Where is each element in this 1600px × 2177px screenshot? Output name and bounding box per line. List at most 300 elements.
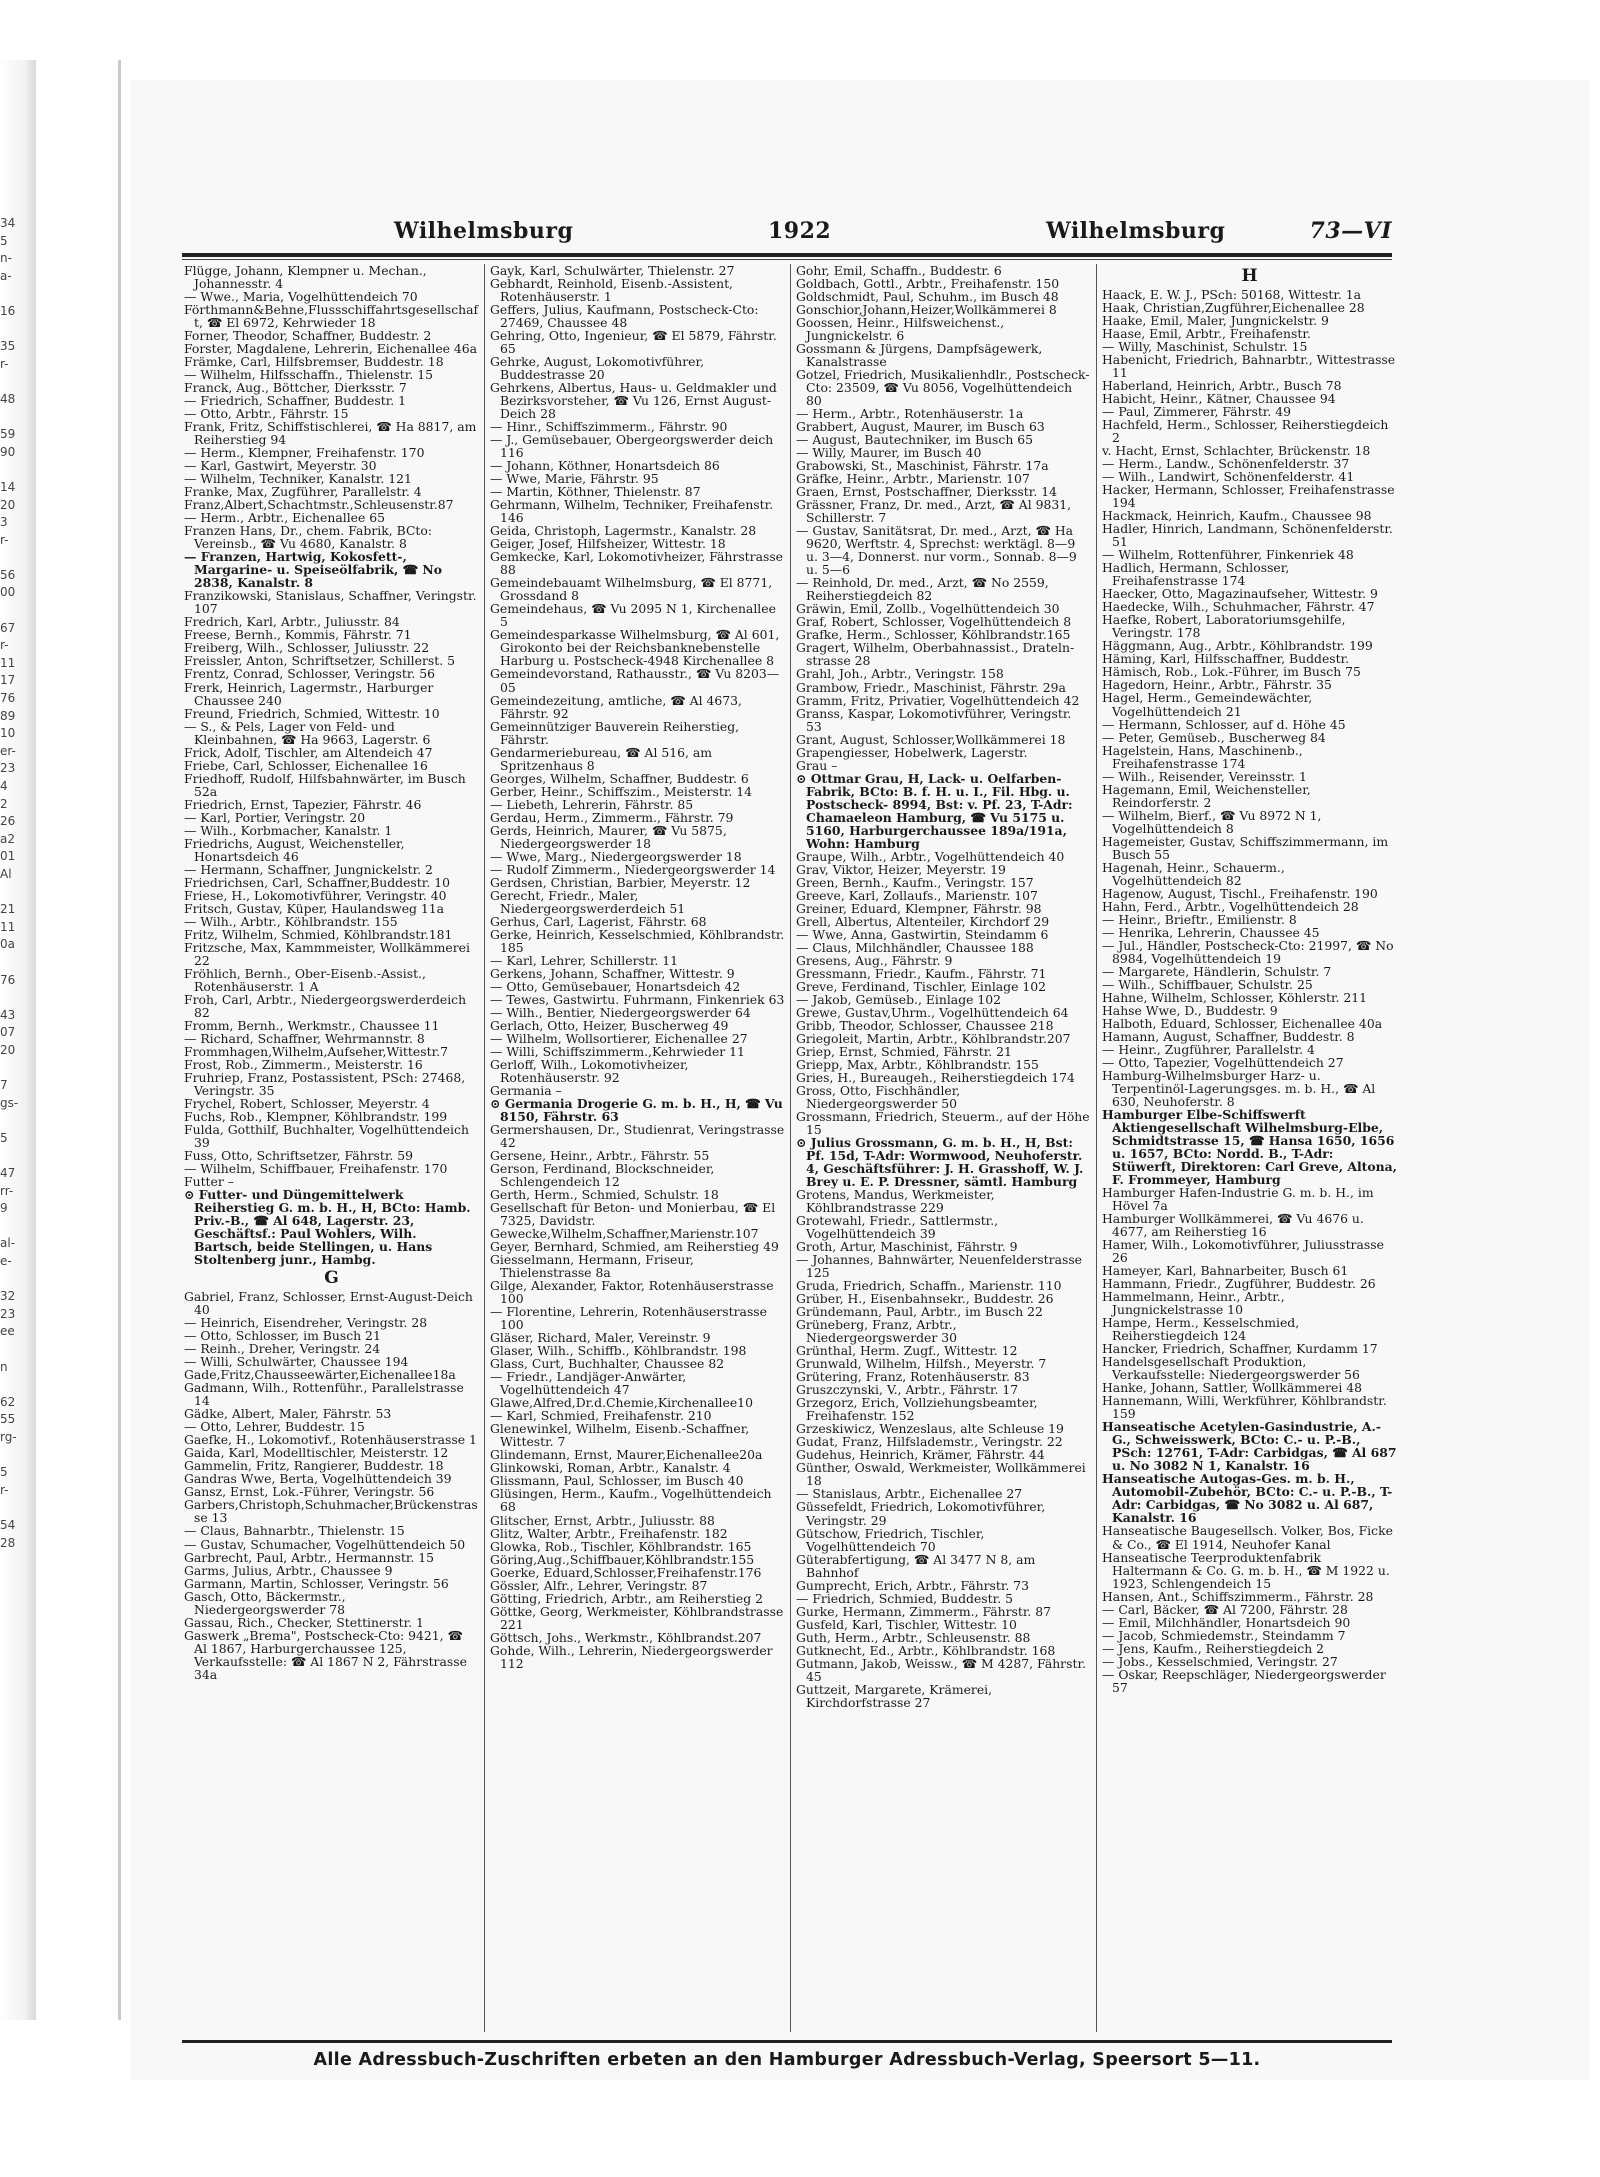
directory-entry: — Heinrich, Eisendreher, Veringstr. 28 — [184, 1315, 428, 1331]
directory-entry: — Tewes, Gastwirtu. Fuhrmann, Finkenriek 63 — [490, 991, 785, 1007]
directory-entry: Haberland, Heinrich, Arbtr., Busch 78 — [1102, 378, 1342, 394]
directory-entry: Garmann, Martin, Schlosser, Veringstr. 56 — [184, 1575, 449, 1591]
directory-entry: Glindemann, Ernst, Maurer,Eichenallee20a — [490, 1447, 763, 1463]
directory-entry: Geiger, Josef, Hilfsheizer, Wittestr. 18 — [490, 536, 726, 552]
directory-entry: Gehrmann, Wilhelm, Techniker, Freihafenstr. 146 — [490, 497, 774, 526]
directory-entry: — Wilhelm, Wollsortierer, Eichenallee 27 — [490, 1030, 748, 1046]
directory-entry: Gaswerk „Brema", Postscheck-Cto: 9421, ☎ Al 1867, Harburgerchaussee 125, Verkaufsstelle: ☎ Al 1867 N 2, Fährstrasse 34a — [184, 1627, 467, 1682]
directory-entry: Hagel, Herm., Gemeindewächter, Vogelhüttendeich 21 — [1102, 690, 1313, 719]
edge-fragment: 62 — [0, 1394, 16, 1409]
directory-entry: Gaefke, H., Lokomotivf., Rotenhäuserstrasse 1 — [184, 1432, 477, 1448]
directory-entry: Hagelstein, Hans, Maschinenb., Freihafenstrasse 174 — [1102, 742, 1303, 771]
edge-fragment: 20 — [0, 497, 16, 512]
directory-entry: Hagenow, August, Tischl., Freihafenstr. 190 — [1102, 885, 1378, 901]
directory-entry: Fröhlich, Bernh., Ober-Eisenb.-Assist., Rotenhäuserstr. 1 A — [184, 965, 426, 994]
directory-entry: ⊙ Futter- und Düngemittelwerk Reiherstieg G. m. b. H., H, BCto: Hamb. Priv.-B., ☎ Al 648, Lagerstr. 23, Geschäftsf.: Paul Wohlers, Wilh. Bartsch, beide Stellingen, u. Hans Stoltenberg junr., Hambg. — [184, 1187, 471, 1268]
directory-entry: — Friedrich, Schaffner, Buddestr. 1 — [184, 393, 407, 409]
header-left-title: Wilhelmsburg — [394, 218, 574, 244]
edge-fragment — [0, 373, 20, 391]
edge-fragment: 4 — [0, 779, 8, 793]
edge-fragment: 43 — [0, 1007, 16, 1022]
directory-entry: Grewe, Gustav,Uhrm., Vogelhüttendeich 64 — [796, 1004, 1069, 1020]
directory-column-2 — [490, 264, 785, 2036]
directory-entry: Gersene, Heinr., Arbtr., Fährstr. 55 — [490, 1148, 710, 1164]
directory-entry: Gendarmeriebureau, ☎ Al 516, am Spritzenhaus 8 — [490, 744, 713, 773]
directory-entry: Frychel, Robert, Schlosser, Meyerstr. 4 — [184, 1096, 430, 1111]
directory-entry: — Friedr., Landjäger-Anwärter, Vogelhüttendeich 47 — [490, 1369, 687, 1398]
directory-entry: Goldbach, Gottl., Arbtr., Freihafenstr. 150 — [796, 276, 1060, 292]
directory-entry: Gerds, Heinrich, Maurer, ☎ Vu 5875, Niedergeorgswerder 18 — [490, 822, 727, 851]
directory-entry: Hanseatische Teerproduktenfabrik Haltermann & Co. G. m. b. H., ☎ M 1922 u. 1923, Schlengendeich 15 — [1102, 1549, 1390, 1591]
directory-entry: Grahl, Joh., Arbtr., Veringstr. 158 — [796, 666, 1004, 682]
directory-entry: Friedrich, Ernst, Tapezier, Fährstr. 46 — [184, 796, 422, 812]
directory-entry: — Willi, Schiffszimmerm.,Kehrwieder 11 — [490, 1043, 745, 1059]
directory-entry: Gadmann, Wilh., Rottenführ., Parallelstrasse 14 — [184, 1380, 464, 1409]
edge-fragment: 23 — [0, 1306, 16, 1321]
edge-fragment: 16 — [0, 303, 16, 318]
directory-entry: — Otto, Schlosser, im Busch 21 — [184, 1328, 381, 1344]
directory-entry: — Otto, Lehrer, Buddestr. 15 — [184, 1419, 365, 1435]
directory-entry: Friese, H., Lokomotivführer, Veringstr. 40 — [184, 887, 447, 903]
directory-entry: — Friedrich, Schmied, Buddestr. 5 — [796, 1590, 1013, 1606]
directory-entry: Gribb, Theodor, Schlosser, Chaussee 218 — [796, 1017, 1054, 1033]
directory-entry: Häming, Karl, Hilfsschaffner, Buddestr. — [1102, 651, 1350, 667]
directory-entry: Gruda, Friedrich, Schaffn., Marienstr. 110 — [796, 1278, 1062, 1294]
directory-entry: Germershausen, Dr., Studienrat, Veringstrasse 42 — [490, 1122, 785, 1151]
edge-fragment: 5 — [0, 1465, 8, 1480]
edge-fragment — [0, 549, 20, 567]
edge-fragment: 00 — [0, 585, 16, 600]
directory-entry: Hamer, Wilh., Lokomotivführer, Juliusstrasse 26 — [1102, 1237, 1384, 1266]
edge-fragment — [0, 461, 20, 479]
edge-fragment — [0, 1376, 20, 1394]
directory-entry: Gandras Wwe, Berta, Vogelhüttendeich 39 — [184, 1471, 452, 1487]
directory-entry: Gehrkens, Albertus, Haus- u. Geldmakler und Bezirksvorsteher, ☎ Vu 126, Ernst August-Deich 28 — [490, 380, 777, 422]
directory-entry: Gabriel, Franz, Schlosser, Ernst-August-Deich 40 — [184, 1289, 473, 1318]
directory-entry: Hannemann, Willi, Werkführer, Köhlbrandstr. 159 — [1102, 1393, 1387, 1422]
edge-fragment: 34 — [0, 216, 16, 230]
directory-entry: ⊙ Ottmar Grau, H, Lack- u. Oelfarben-Fabrik, BCto: B. f. H. u. I., Fil. Hbg. u. Postscheck- 8994, Bst: v. Pf. 23, T-Adr: Chamaeleon Hamburg, ☎ Vu 5175 u. 5160, Harburgerchaussee 189a/191a, Wohn: Hamburg — [796, 770, 1073, 851]
adjacent-page-edge-text — [0, 215, 20, 1552]
edge-fragment: r- — [0, 1482, 9, 1497]
directory-entry: — S., & Pels, Lager von Feld- und Kleinbahnen, ☎ Ha 9663, Lagerstr. 6 — [184, 718, 431, 747]
directory-entry: Hämisch, Rob., Lok.-Führer, im Busch 75 — [1102, 664, 1361, 680]
directory-entry: Hampe, Herm., Kesselschmied, Reiherstiegdeich 124 — [1102, 1315, 1300, 1344]
directory-entry: Halboth, Eduard, Schlosser, Eichenallee 40a — [1102, 1015, 1383, 1031]
directory-entry: Hamburger Hafen-Industrie G. m. b. H., im Hövel 7a — [1102, 1185, 1374, 1214]
directory-entry: Gansz, Ernst, Lok.-Führer, Veringstr. 56 — [184, 1484, 435, 1500]
directory-entry: — Reinhold, Dr. med., Arzt, ☎ No 2559, Reiherstiegdeich 82 — [796, 575, 1049, 604]
directory-entry: — Claus, Bahnarbtr., Thielenstr. 15 — [184, 1523, 405, 1539]
edge-fragment: 67 — [0, 620, 16, 635]
directory-entry: Gragert, Wilhelm, Oberbahnassist., Drateln-strasse 28 — [796, 640, 1075, 669]
edge-fragment: 26 — [0, 814, 16, 829]
directory-entry: — Wilhelm, Bierf., ☎ Vu 8972 N 1, Vogelhüttendeich 8 — [1102, 807, 1322, 836]
directory-entry: Gusfeld, Karl, Tischler, Wittestr. 10 — [796, 1616, 1017, 1632]
edge-fragment: Al — [0, 866, 12, 881]
directory-entry: Franz,Albert,Schachtmstr.,Schleusenstr.87 — [184, 497, 454, 513]
edge-fragment: 01 — [0, 849, 16, 864]
directory-entry: — Wilh., Reisender, Vereinsstr. 1 — [1102, 768, 1307, 784]
directory-entry: — Wwe, Marie, Fährstr. 95 — [490, 471, 659, 487]
directory-entry: — Herm., Landw., Schönenfelderstr. 37 — [1102, 456, 1350, 472]
directory-entry: — Peter, Gemüseb., Buscherweg 84 — [1102, 729, 1326, 745]
column-divider — [790, 264, 791, 2032]
directory-entry: Gerloff, Wilh., Lokomotivheizer, Rotenhäuserstr. 92 — [490, 1056, 689, 1085]
directory-entry: Hadler, Hinrich, Landmann, Schönenfelderstr. 51 — [1102, 521, 1393, 550]
directory-entry: Germania – — [490, 1082, 562, 1098]
directory-entry: — Stanislaus, Arbtr., Eichenallee 27 — [796, 1486, 1023, 1502]
directory-entry: ⊙ Germania Drogerie G. m. b. H., H, ☎ Vu 8150, Fährstr. 63 — [490, 1096, 783, 1125]
edge-fragment: 23 — [0, 761, 16, 776]
edge-fragment: 20 — [0, 1042, 16, 1057]
directory-entry: — Willy, Maschinist, Schulstr. 15 — [1102, 339, 1308, 355]
directory-entry: Gade,Fritz,Chausseewärter,Eichenallee18a — [184, 1367, 456, 1383]
directory-entry: — August, Bautechniker, im Busch 65 — [796, 432, 1034, 448]
directory-entry: — Wwe, Anna, Gastwirtin, Steindamm 6 — [796, 926, 1049, 942]
edge-fragment: gs- — [0, 1095, 19, 1110]
edge-fragment — [0, 285, 20, 303]
header-year: 1922 — [768, 218, 832, 244]
directory-entry: Gross, Otto, Fischhändler, Niedergeorgswerder 50 — [796, 1082, 961, 1111]
directory-entry: Habenicht, Friedrich, Bahnarbtr., Wittestrasse 11 — [1102, 352, 1396, 381]
directory-entry: Hagemeister, Gustav, Schiffszimmermann, im Busch 55 — [1102, 833, 1389, 862]
edge-fragment: 89 — [0, 708, 16, 723]
edge-fragment: 48 — [0, 391, 16, 406]
directory-entry: Grzegorz, Erich, Vollziehungsbeamter, Freihafenstr. 152 — [796, 1395, 1038, 1424]
directory-entry: ⊙ Julius Grossmann, G. m. b. H., H, Bst: Pf. 15d, T-Adr: Wormwood, Neuhoferstr. 4, Geschäftsführer: J. H. Grasshoff, W. J. Brey u. E. P. Dressner, sämtl. Hamburg — [796, 1135, 1084, 1190]
directory-entry: Flügge, Johann, Klempner u. Mechan., Johannesstr. 4 — [184, 264, 427, 292]
book-gutter — [118, 60, 121, 2020]
edge-fragment: e- — [0, 1254, 12, 1269]
directory-entry: Gemeindezeitung, amtliche, ☎ Al 4673, Fährstr. 92 — [490, 692, 742, 721]
edge-fragment: r- — [0, 356, 9, 371]
directory-entry: Goossen, Heinr., Hilfsweichenst., Jungnickelstr. 6 — [796, 315, 1005, 344]
directory-entry: Groth, Artur, Maschinist, Fährstr. 9 — [796, 1239, 1018, 1255]
directory-entry: Hansen, Ant., Schiffszimmerm., Fährstr. 28 — [1102, 1588, 1374, 1604]
directory-entry: Gutmann, Jakob, Weissw., ☎ M 4287, Fährstr. 45 — [796, 1655, 1086, 1684]
edge-fragment: 11 — [0, 655, 16, 670]
directory-entry: Gutknecht, Ed., Arbtr., Köhlbrandstr. 168 — [796, 1642, 1056, 1658]
directory-entry: Hamburger Elbe-Schiffswerft Aktiengesellschaft Wilhelmsburg-Elbe, Schmidtstrasse 15, ☎ Hansa 1650, 1656 u. 1657, BCto: Nordd. B., T-Adr: Stüwerft, Direktoren: Carl Greve, Altona, F. Frommeyer, Hamburg — [1102, 1106, 1397, 1188]
directory-entry: Gerhus, Carl, Lagerist, Fährstr. 68 — [490, 913, 707, 929]
directory-entry: — Karl, Portier, Veringstr. 20 — [184, 809, 366, 825]
directory-entry: — Gustav, Schumacher, Vogelhüttendeich 50 — [184, 1536, 466, 1552]
directory-entry: Gumprecht, Erich, Arbtr., Fährstr. 73 — [796, 1577, 1030, 1593]
directory-entry: Güterabfertigung, ☎ Al 3477 N 8, am Bahnhof — [796, 1551, 1036, 1580]
directory-entry: Gerber, Heinr., Schiffszim., Meisterstr. 14 — [490, 783, 753, 799]
directory-column-3 — [796, 264, 1091, 2036]
edge-fragment: 76 — [0, 972, 16, 987]
directory-entry: Grafke, Herm., Schlosser, Köhlbrandstr.165 — [796, 627, 1071, 643]
directory-entry: Frentz, Conrad, Schlosser, Veringstr. 56 — [184, 666, 436, 682]
directory-entry: — Wilh., Bentier, Niedergeorgswerder 64 — [490, 1004, 751, 1020]
directory-entry: — Wwe., Maria, Vogelhüttendeich 70 — [184, 289, 418, 305]
directory-entry: — Otto, Tapezier, Vogelhüttendeich 27 — [1102, 1054, 1344, 1070]
footer-rule — [182, 2040, 1392, 2043]
edge-fragment: 3 — [0, 515, 8, 530]
edge-fragment: 2 — [0, 796, 8, 811]
edge-fragment — [0, 989, 20, 1007]
directory-entry: Glissmann, Paul, Schlosser, im Busch 40 — [490, 1473, 744, 1489]
directory-entry: Gädke, Albert, Maler, Fährstr. 53 — [184, 1406, 392, 1422]
directory-entry: — Emil, Milchhändler, Honartsdeich 90 — [1102, 1614, 1351, 1630]
directory-entry: Garbers,Christoph,Schuhmacher,Brückenstrasse 13 — [184, 1497, 478, 1526]
directory-entry: Gonschior,Johann,Heizer,Wollkämmerei 8 — [796, 302, 1057, 318]
directory-entry: Gossmann & Jürgens, Dampfsägewerk, Kanalstrasse — [796, 341, 1043, 370]
directory-entry: Haak, Christian,Zugführer,Eichenallee 28 — [1102, 300, 1365, 316]
directory-entry: Geida, Christoph, Lagermstr., Kanalstr. 28 — [490, 523, 757, 539]
directory-entry: Forster, Magdalene, Lehrerin, Eichenallee 46a — [184, 341, 478, 357]
directory-entry: Grotens, Mandus, Werkmeister, Köhlbrandstrasse 229 — [796, 1187, 995, 1216]
directory-entry: — Heinr., Zugführer, Parallelstr. 4 — [1102, 1041, 1315, 1057]
directory-entry: Grau – — [796, 757, 838, 773]
directory-entry: Gries, H., Bureaugeh., Reiherstiegdeich 174 — [796, 1069, 1075, 1085]
edge-fragment — [0, 1112, 20, 1130]
edge-fragment: ee — [0, 1324, 15, 1339]
directory-entry: Hammann, Friedr., Zugführer, Buddestr. 26 — [1102, 1276, 1376, 1292]
directory-entry: Götting, Friedrich, Arbtr., am Reiherstieg 2 — [490, 1590, 763, 1606]
edge-fragment: 35 — [0, 339, 16, 354]
directory-entry: Friebe, Carl, Schlosser, Eichenallee 16 — [184, 757, 428, 773]
directory-entry: Haase, Emil, Arbtr., Freihafenstr. — [1102, 326, 1311, 342]
footer-notice: Alle Adressbuch-Zuschriften erbeten an den Hamburger Adressbuch-Verlag, Speersort 5—11. — [313, 2050, 1261, 2070]
directory-entry: Grapengiesser, Hobelwerk, Lagerstr. — [796, 744, 1028, 760]
edge-fragment — [0, 1218, 20, 1236]
directory-entry: Gudat, Franz, Hilfslademstr., Veringstr. 22 — [796, 1434, 1063, 1450]
directory-entry: Friedhoff, Rudolf, Hilfsbahnwärter, im Busch 52a — [184, 770, 466, 799]
header-rule-thin — [182, 259, 1392, 260]
edge-fragment: a- — [0, 268, 12, 283]
directory-entry: — Willi, Schulwärter, Chaussee 194 — [184, 1354, 409, 1370]
edge-fragment: r- — [0, 638, 9, 653]
edge-fragment — [0, 321, 20, 339]
directory-entry: Gurke, Hermann, Zimmerm., Fährstr. 87 — [796, 1603, 1052, 1619]
edge-fragment — [0, 409, 20, 427]
directory-entry: Hamburger Wollkämmerei, ☎ Vu 4676 u. 4677, am Reiherstieg 16 — [1102, 1211, 1364, 1240]
directory-entry: — Reinh., Dreher, Veringstr. 24 — [184, 1341, 381, 1357]
edge-fragment: 56 — [0, 567, 16, 582]
directory-entry: v. Hacht, Ernst, Schlachter, Brückenstr. 18 — [1102, 443, 1371, 459]
edge-fragment: 76 — [0, 691, 16, 706]
directory-entry: Hagenah, Heinr., Schauerm., Vogelhüttendeich 82 — [1102, 859, 1285, 888]
edge-fragment — [0, 1499, 20, 1517]
edge-fragment: 47 — [0, 1166, 16, 1181]
directory-entry: Glaser, Wilh., Schiffb., Köhlbrandstr. 198 — [490, 1343, 747, 1359]
directory-entry: Hahn, Ferd., Arbtr., Vogelhüttendeich 28 — [1102, 898, 1359, 914]
directory-entry: — Richard, Schaffner, Wehrmannstr. 8 — [184, 1030, 425, 1046]
directory-entry: Gerkens, Johann, Schaffner, Wittestr. 9 — [490, 965, 735, 981]
directory-entry: Graupe, Wilh., Arbtr., Vogelhüttendeich 40 — [796, 848, 1065, 864]
directory-entry: — Karl, Lehrer, Schillerstr. 11 — [490, 952, 679, 968]
directory-entry: — Jakob, Gemüseb., Einlage 102 — [796, 991, 1002, 1007]
directory-entry: Gebhardt, Reinhold, Eisenb.-Assistent, Rotenhäuserstr. 1 — [490, 276, 733, 305]
edge-fragment: 17 — [0, 673, 16, 688]
directory-entry: — Jacob, Schmiedemstr., Steindamm 7 — [1102, 1627, 1346, 1643]
directory-entry: Hanke, Johann, Sattler, Wollkämmerei 48 — [1102, 1380, 1363, 1396]
directory-entry: Georges, Wilhelm, Schaffner, Buddestr. 6 — [490, 770, 749, 786]
directory-column-1 — [184, 264, 479, 2036]
directory-entry: Habicht, Heinr., Kätner, Chaussee 94 — [1102, 391, 1336, 407]
directory-entry: Gerlach, Otto, Heizer, Buscherweg 49 — [490, 1017, 729, 1033]
edge-fragment: n- — [0, 251, 12, 266]
directory-entry: Fuss, Otto, Schriftsetzer, Fährstr. 59 — [184, 1148, 414, 1164]
edge-fragment — [0, 884, 20, 902]
directory-entry: Glitscher, Ernst, Arbtr., Juliusstr. 88 — [490, 1512, 715, 1528]
edge-fragment: 21 — [0, 902, 16, 917]
edge-fragment: 0a — [0, 937, 15, 952]
directory-entry: Friedrichsen, Carl, Schaffner,Buddestr. 10 — [184, 874, 450, 890]
directory-entry: Gemeindebauamt Wilhelmsburg, ☎ El 8771, Grossdand 8 — [490, 575, 773, 604]
directory-entry: — Herm., Klempner, Freihafenstr. 170 — [184, 445, 425, 461]
directory-entry: Franck, Aug., Böttcher, Dierksstr. 7 — [184, 380, 407, 396]
directory-entry: — Karl, Schmied, Freihafenstr. 210 — [490, 1408, 712, 1424]
directory-entry: — Wilhelm, Rottenführer, Finkenriek 48 — [1102, 547, 1354, 563]
directory-entry: — Wilh., Arbtr., Köhlbrandstr. 155 — [184, 913, 398, 929]
directory-entry: — J., Gemüsebauer, Obergeorgswerder deich 116 — [490, 432, 774, 461]
edge-fragment: a2 — [0, 831, 15, 846]
directory-entry: Grüber, H., Eisenbahnsekr., Buddestr. 26 — [796, 1291, 1054, 1307]
edge-fragment — [0, 1147, 20, 1165]
directory-entry: — Wilh., Korbmacher, Kanalstr. 1 — [184, 822, 393, 838]
directory-entry: Froh, Carl, Arbtr., Niedergeorgswerderdeich 82 — [184, 991, 467, 1020]
directory-entry: Gräwin, Emil, Zollb., Vogelhüttendeich 30 — [796, 601, 1060, 617]
directory-entry: Green, Bernh., Kaufm., Veringstr. 157 — [796, 874, 1034, 890]
directory-entry: Gerke, Heinrich, Kesselschmied, Köhlbrandstr. 185 — [490, 926, 785, 955]
directory-entry: Frick, Adolf, Tischler, am Altendeich 47 — [184, 744, 433, 760]
directory-entry: Griep, Ernst, Schmied, Fährstr. 21 — [796, 1043, 1012, 1059]
directory-entry: Gütschow, Friedrich, Tischler, Vogelhüttendeich 70 — [796, 1525, 985, 1554]
edge-fragment — [0, 1447, 20, 1465]
header-rule — [182, 253, 1392, 257]
directory-entry: — Claus, Milchhändler, Chaussee 188 — [796, 939, 1034, 955]
directory-entry: — Carl, Bäcker, ☎ Al 7200, Fährstr. 28 — [1102, 1601, 1348, 1617]
directory-entry: Freese, Bernh., Kommis, Fährstr. 71 — [184, 627, 412, 643]
directory-entry: Grabowski, St., Maschinist, Fährstr. 17a — [796, 458, 1049, 474]
edge-fragment: 28 — [0, 1535, 16, 1550]
directory-entry: — Herm., Arbtr., Eichenallee 65 — [184, 510, 386, 526]
directory-entry: Glüsingen, Herm., Kaufm., Vogelhüttendeich 68 — [490, 1486, 772, 1515]
directory-entry: Gerdau, Herm., Zimmerm., Fährstr. 79 — [490, 809, 734, 825]
directory-entry: Franzikowski, Stanislaus, Schaffner, Veringstr. 107 — [184, 588, 477, 617]
directory-entry: Hanseatische Baugesellsch. Volker, Bos, Ficke & Co., ☎ El 1914, Neuhofer Kanal — [1102, 1523, 1393, 1552]
directory-entry: Glinkowski, Roman, Arbtr., Kanalstr. 4 — [490, 1460, 731, 1476]
directory-entry: — Florentine, Lehrerin, Rotenhäuserstrasse 100 — [490, 1304, 767, 1333]
directory-entry: Fromm, Bernh., Werkmstr., Chaussee 11 — [184, 1017, 440, 1033]
directory-entry: Gräfke, Heinr., Arbtr., Marienstr. 107 — [796, 471, 1030, 487]
directory-entry: Hackmack, Heinrich, Kaufm., Chaussee 98 — [1102, 508, 1372, 524]
directory-entry: Frost, Rob., Zimmerm., Meisterstr. 16 — [184, 1056, 423, 1072]
directory-entry: Griegoleit, Martin, Arbtr., Köhlbrandstr.207 — [796, 1030, 1071, 1046]
directory-entry: Gammelin, Fritz, Rangierer, Buddestr. 18 — [184, 1458, 444, 1474]
edge-fragment: 11 — [0, 919, 16, 934]
directory-entry: — Wilhelm, Schiffbauer, Freihafenstr. 170 — [184, 1161, 448, 1177]
directory-entry: — Martin, Köthner, Thielenstr. 87 — [490, 484, 701, 500]
edge-fragment: 7 — [0, 1078, 8, 1093]
directory-entry: Gerth, Herm., Schmied, Schulstr. 18 — [490, 1187, 719, 1203]
directory-entry: Gasch, Otto, Bäckermstr., Niedergeorgswerder 78 — [184, 1588, 346, 1617]
directory-entry: Grambow, Friedr., Maschinist, Fährstr. 29a — [796, 679, 1066, 695]
directory-entry: Haedecke, Wilh., Schuhmacher, Fährstr. 47 — [1102, 599, 1375, 615]
directory-entry: Gerecht, Friedr., Maler, Niedergeorgswerderdeich 51 — [490, 887, 686, 916]
column-divider — [1096, 264, 1097, 2032]
edge-fragment: 59 — [0, 427, 16, 442]
directory-entry: Gassau, Rich., Checker, Stettinerstr. 1 — [184, 1614, 424, 1630]
directory-entry: Glawe,Alfred,Dr.d.Chemie,Kirchenallee10 — [490, 1395, 753, 1411]
directory-entry: Gründemann, Paul, Arbtr., im Busch 22 — [796, 1304, 1043, 1320]
column-divider — [484, 264, 485, 2032]
directory-entry: Fredrich, Karl, Arbtr., Juliusstr. 84 — [184, 614, 400, 630]
directory-entry: Hagedorn, Heinr., Arbtr., Fährstr. 35 — [1102, 677, 1332, 693]
directory-entry: Gruszczynski, V., Arbtr., Fährstr. 17 — [796, 1382, 1019, 1398]
edge-fragment: er- — [0, 743, 16, 758]
edge-fragment: 5 — [0, 233, 8, 248]
directory-entry: Gresens, Aug., Fährstr. 9 — [796, 952, 953, 968]
edge-fragment — [0, 1341, 20, 1359]
directory-entry: — Gustav, Sanitätsrat, Dr. med., Arzt, ☎ Ha 9620, Werftstr. 4, Sprechst: werktägl. 8—9 u. 3—4, Donnerst. nur vorm., Sonnab. 8—9 u. 5—6 — [796, 523, 1077, 578]
directory-entry: Gilge, Alexander, Faktor, Rotenhäuserstrasse 100 — [490, 1278, 774, 1307]
directory-entry: Gohr, Emil, Schaffn., Buddestr. 6 — [796, 264, 1002, 278]
directory-entry: Gudehus, Heinrich, Krämer, Fährstr. 44 — [796, 1447, 1045, 1463]
directory-entry: Fritsch, Gustav, Küper, Haulandsweg 11a — [184, 900, 445, 916]
directory-entry: — Otto, Arbtr., Fährstr. 15 — [184, 406, 349, 422]
directory-entry: — Wilhelm, Hilfsschaffn., Thielenstr. 15 — [184, 367, 433, 383]
directory-entry: Freund, Friedrich, Schmied, Wittestr. 10 — [184, 705, 440, 721]
directory-entry: Gemeindehaus, ☎ Vu 2095 N 1, Kirchenallee 5 — [490, 601, 776, 630]
directory-entry: — Johannes, Bahnwärter, Neuenfelderstrasse 125 — [796, 1252, 1083, 1281]
directory-entry: Gaida, Karl, Modelltischler, Meisterstr. 12 — [184, 1445, 449, 1461]
directory-entry: Greve, Ferdinand, Tischler, Einlage 102 — [796, 978, 1047, 994]
directory-entry: Griepp, Max, Arbtr., Köhlbrandstr. 155 — [796, 1056, 1039, 1072]
directory-entry: Häggmann, Aug., Arbtr., Köhlbrandstr. 199 — [1102, 638, 1373, 654]
directory-entry: Haecker, Otto, Magazinaufseher, Wittestr. 9 — [1102, 586, 1378, 602]
directory-entry: — Heinr., Brieftr., Emilienstr. 8 — [1102, 911, 1297, 927]
directory-entry: Giesselmann, Hermann, Friseur, Thielenstrasse 8a — [490, 1252, 694, 1281]
directory-entry: Grässner, Franz, Dr. med., Arzt, ☎ Al 9831, Schillerstr. 7 — [796, 497, 1072, 526]
directory-entry: Freissler, Anton, Schriftsetzer, Schillerst. 5 — [184, 653, 455, 669]
directory-entry: Grant, August, Schlosser,Wollkämmerei 18 — [796, 731, 1066, 747]
directory-entry: Geffers, Julius, Kaufmann, Postscheck-Cto: 27469, Chaussee 48 — [490, 302, 759, 331]
directory-entry: Gemkecke, Karl, Lokomotivheizer, Fährstrasse 88 — [490, 549, 784, 578]
edge-fragment — [0, 954, 20, 972]
directory-entry: Guttzeit, Margarete, Krämerei, Kirchdorfstrasse 27 — [796, 1681, 993, 1710]
edge-fragment: rr- — [0, 1183, 14, 1198]
directory-entry: Grabbert, August, Maurer, im Busch 63 — [796, 419, 1045, 435]
edge-fragment: 9 — [0, 1201, 8, 1216]
directory-entry: Hancker, Friedrich, Schaffner, Kurdamm 17 — [1102, 1341, 1378, 1357]
directory-entry: — Herm., Arbtr., Rotenhäuserstr. 1a — [796, 406, 1024, 422]
directory-entry: Gössler, Alfr., Lehrer, Veringstr. 87 — [490, 1577, 708, 1593]
directory-entry: — Wilh., Schiffbauer, Schulstr. 25 — [1102, 976, 1313, 992]
directory-entry: Gesellschaft für Beton- und Monierbau, ☎ El 7325, Davidstr. — [490, 1200, 776, 1229]
directory-entry: — Margarete, Händlerin, Schulstr. 7 — [1102, 963, 1332, 979]
directory-entry: Guth, Herm., Arbtr., Schleusenstr. 88 — [796, 1629, 1031, 1645]
directory-entry: Hahne, Wilhelm, Schlosser, Köhlerstr. 211 — [1102, 989, 1368, 1005]
directory-entry: Haake, Emil, Maler, Jungnickelstr. 9 — [1102, 313, 1329, 329]
directory-entry: Granss, Kaspar, Lokomotivführer, Veringstr. 53 — [796, 705, 1072, 734]
edge-fragment: 5 — [0, 1130, 8, 1145]
directory-entry: Hanseatische Acetylen-Gasindustrie, A.-G., Schweisswerk, BCto: C.- u. P.-B., PSch: 12761, T-Adr: Carbidgas, ☎ Al 687 u. No 3082 N 1, Kanalstr. 16 — [1102, 1419, 1397, 1474]
directory-entry: — Rudolf Zimmerm., Niedergeorgswerder 14 — [490, 861, 776, 877]
directory-column-4 — [1102, 264, 1397, 2036]
edge-fragment: 32 — [0, 1289, 16, 1304]
directory-entry: Franzen Hans, Dr., chem. Fabrik, BCto: Vereinsb., ☎ Vu 4680, Kanalstr. 8 — [184, 523, 433, 552]
directory-entry: Frommhagen,Wilhelm,Aufseher,Wittestr.7 — [184, 1043, 448, 1059]
edge-fragment: 10 — [0, 726, 16, 741]
directory-entry: Glenewinkel, Wilhelm, Eisenb.-Schaffner, Wittestr. 7 — [490, 1421, 750, 1450]
edge-fragment: 55 — [0, 1412, 16, 1427]
directory-entry: Gohde, Wilh., Lehrerin, Niedergeorgswerder 112 — [490, 1642, 773, 1671]
